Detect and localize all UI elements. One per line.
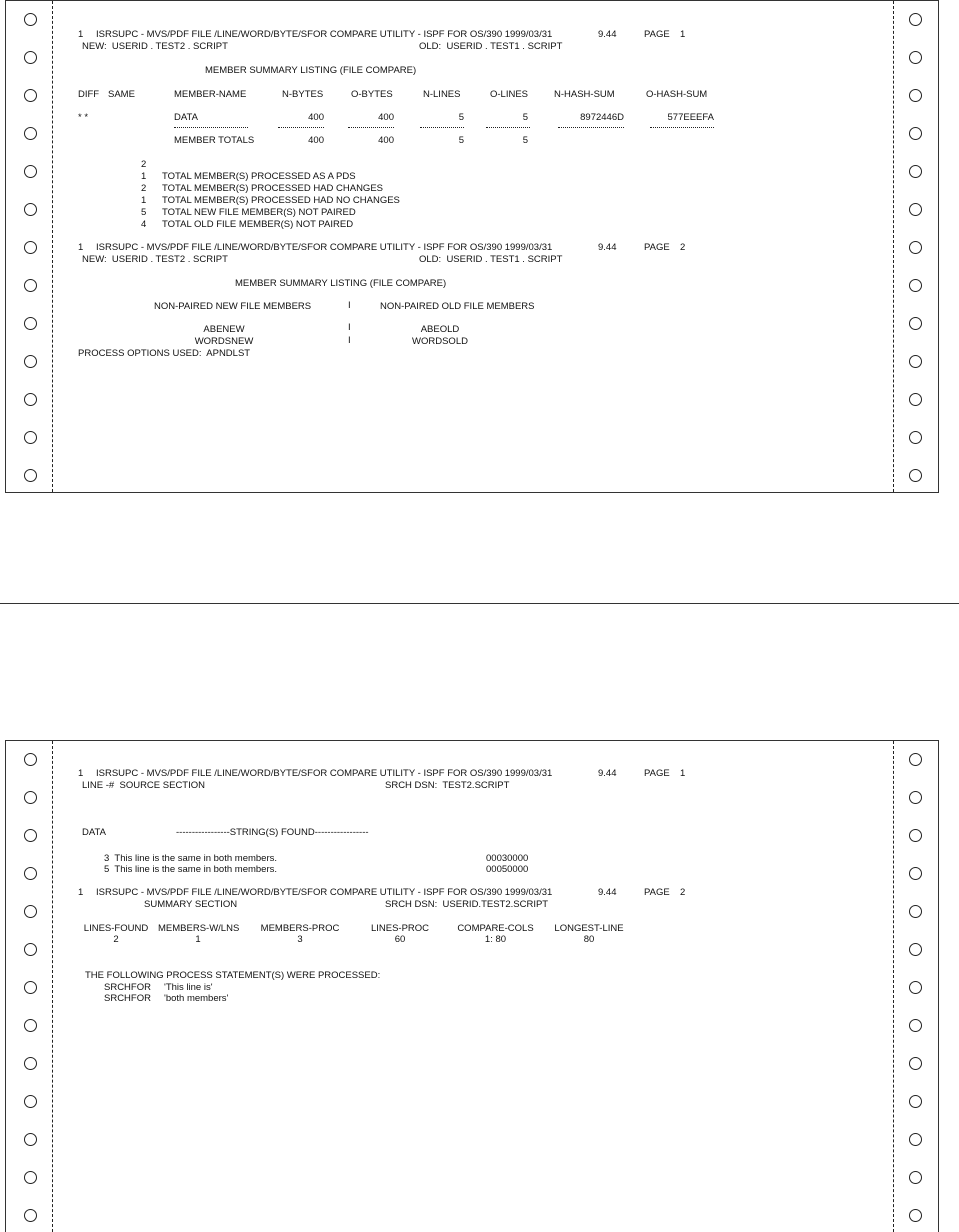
col-header-o-bytes: O-BYTES xyxy=(351,89,393,100)
tractor-hole-icon xyxy=(909,1095,922,1108)
page-eject-marker: 1 xyxy=(78,29,84,40)
page-eject-marker: 1 xyxy=(78,242,84,253)
found-line-number: 00030000 xyxy=(486,853,529,864)
col-header-o-lines: O-LINES xyxy=(490,89,529,100)
tractor-hole-icon xyxy=(909,431,922,444)
summary-title: MEMBER SUMMARY LISTING (FILE COMPARE) xyxy=(235,278,447,289)
tractor-hole-icon xyxy=(909,867,922,880)
search-dsn-label: SRCH DSN: USERID.TEST2.SCRIPT xyxy=(385,899,549,910)
stat-count: 1 xyxy=(141,171,147,182)
tractor-hole-icon xyxy=(24,1171,37,1184)
tractor-hole-icon xyxy=(24,241,37,254)
member-label: DATA xyxy=(82,827,106,838)
tractor-hole-icon xyxy=(24,943,37,956)
version-text: 9.44 xyxy=(598,242,617,253)
col-header-o-hash-sum: O-HASH-SUM xyxy=(646,89,708,100)
summary-col-value: 3 xyxy=(297,934,303,945)
n-bytes-cell: 400 xyxy=(308,112,324,123)
summary-col-header: MEMBERS-PROC xyxy=(260,923,340,934)
page-eject-marker: 1 xyxy=(78,887,84,898)
new-dataset-label: NEW: USERID . TEST2 . SCRIPT xyxy=(82,41,228,52)
tractor-hole-icon xyxy=(909,753,922,766)
new-member-item: ABENEW xyxy=(203,324,245,335)
col-header-member-name: MEMBER-NAME xyxy=(174,89,247,100)
tractor-hole-icon xyxy=(909,13,922,26)
nonpaired-old-header: NON-PAIRED OLD FILE MEMBERS xyxy=(380,301,535,312)
process-statements-title: THE FOLLOWING PROCESS STATEMENT(S) WERE PROCESSED: xyxy=(85,970,381,981)
statement-command: SRCHFOR xyxy=(104,993,151,1004)
page-number: 2 xyxy=(680,887,686,898)
totals-n-bytes: 400 xyxy=(308,135,324,146)
perforation-right xyxy=(893,741,894,1232)
tractor-hole-icon xyxy=(24,867,37,880)
tractor-hole-icon xyxy=(24,1057,37,1070)
summary-title: MEMBER SUMMARY LISTING (FILE COMPARE) xyxy=(205,65,417,76)
tractor-hole-icon xyxy=(24,89,37,102)
tractor-hole-icon xyxy=(909,1133,922,1146)
tractor-hole-icon xyxy=(909,279,922,292)
tractor-hole-icon xyxy=(909,127,922,140)
totals-o-lines: 5 xyxy=(522,135,528,146)
stat-label: TOTAL MEMBER(S) PROCESSED HAD NO CHANGES xyxy=(162,195,400,206)
tractor-hole-icon xyxy=(909,241,922,254)
underline-dashes xyxy=(348,127,394,128)
tractor-hole-icon xyxy=(909,1057,922,1070)
tractor-hole-icon xyxy=(909,51,922,64)
tractor-hole-icon xyxy=(24,431,37,444)
version-text: 9.44 xyxy=(598,887,617,898)
new-member-item: WORDSNEW xyxy=(194,336,254,347)
summary-col-value: 60 xyxy=(394,934,406,945)
n-lines-cell: 5 xyxy=(458,112,464,123)
tractor-hole-icon xyxy=(24,981,37,994)
perforation-right xyxy=(893,1,894,492)
tractor-hole-icon xyxy=(24,203,37,216)
tractor-hole-icon xyxy=(24,165,37,178)
tractor-hole-icon xyxy=(24,1019,37,1032)
n-hash-cell: 8972446D xyxy=(580,112,624,123)
perforation-left xyxy=(52,741,53,1232)
tractor-hole-icon xyxy=(24,393,37,406)
page-label: PAGE xyxy=(644,887,670,898)
version-text: 9.44 xyxy=(598,29,617,40)
summary-col-header: LINES-FOUND xyxy=(83,923,149,934)
report-title: ISRSUPC - MVS/PDF FILE /LINE/WORD/BYTE/SFOR COMPARE UTILITY - ISPF FOR OS/390 1999/03/31 xyxy=(96,768,553,779)
totals-n-lines: 5 xyxy=(458,135,464,146)
tractor-hole-icon xyxy=(24,317,37,330)
tractor-hole-icon xyxy=(909,981,922,994)
tractor-hole-icon xyxy=(909,829,922,842)
col-header-n-bytes: N-BYTES xyxy=(282,89,324,100)
section-separator xyxy=(0,603,959,604)
summary-col-header: MEMBERS-W/LNS xyxy=(158,923,240,934)
tractor-hole-icon xyxy=(909,1209,922,1222)
col-header-same: SAME xyxy=(108,89,135,100)
tractor-hole-icon xyxy=(909,791,922,804)
summary-col-value: 80 xyxy=(583,934,595,945)
tractor-hole-icon xyxy=(24,279,37,292)
tractor-hole-icon xyxy=(24,51,37,64)
new-dataset-label: NEW: USERID . TEST2 . SCRIPT xyxy=(82,254,228,265)
stat-count: 2 xyxy=(141,183,147,194)
column-divider: I xyxy=(348,322,351,333)
tractor-hole-icon xyxy=(24,829,37,842)
statement-argument: 'This line is' xyxy=(164,982,213,993)
o-hash-cell: 577EEEFA xyxy=(667,112,714,123)
report-page-file-compare xyxy=(5,0,939,493)
diff-marker: * * xyxy=(78,112,89,123)
nonpaired-new-header: NON-PAIRED NEW FILE MEMBERS xyxy=(154,301,312,312)
stat-count: 5 xyxy=(141,207,147,218)
found-line: 3 This line is the same in both members. xyxy=(104,853,278,864)
stat-label: TOTAL OLD FILE MEMBER(S) NOT PAIRED xyxy=(162,219,354,230)
tractor-hole-icon xyxy=(909,165,922,178)
stat-count: 1 xyxy=(141,195,147,206)
o-lines-cell: 5 xyxy=(522,112,528,123)
stat-count: 2 xyxy=(141,159,147,170)
page-number: 2 xyxy=(680,242,686,253)
underline-dashes xyxy=(174,127,248,128)
report-page-search-for xyxy=(5,740,939,1232)
tractor-hole-icon xyxy=(24,13,37,26)
stat-label: TOTAL MEMBER(S) PROCESSED AS A PDS xyxy=(162,171,356,182)
column-divider: I xyxy=(348,335,351,346)
summary-col-header: LONGEST-LINE xyxy=(554,923,624,934)
tractor-hole-icon xyxy=(24,469,37,482)
old-member-item: WORDSOLD xyxy=(412,336,468,347)
found-line-number: 00050000 xyxy=(486,864,529,875)
tractor-hole-icon xyxy=(909,905,922,918)
summary-col-value: 2 xyxy=(113,934,119,945)
column-divider: I xyxy=(348,300,351,311)
tractor-hole-icon xyxy=(24,1095,37,1108)
col-header-diff: DIFF xyxy=(78,89,100,100)
tractor-hole-icon xyxy=(909,1019,922,1032)
member-name-cell: DATA xyxy=(174,112,198,123)
stat-label: TOTAL NEW FILE MEMBER(S) NOT PAIRED xyxy=(162,207,356,218)
report-title: ISRSUPC - MVS/PDF FILE /LINE/WORD/BYTE/SFOR COMPARE UTILITY - ISPF FOR OS/390 1999/03/31 xyxy=(96,242,553,253)
page-label: PAGE xyxy=(644,768,670,779)
tractor-hole-icon xyxy=(24,905,37,918)
summary-col-value: 1 xyxy=(195,934,201,945)
search-dsn-label: SRCH DSN: TEST2.SCRIPT xyxy=(385,780,510,791)
tractor-hole-icon xyxy=(909,943,922,956)
tractor-hole-icon xyxy=(909,469,922,482)
strings-found-heading: -----------------STRING(S) FOUND----------------- xyxy=(176,827,369,838)
tractor-hole-icon xyxy=(909,393,922,406)
tractor-hole-icon xyxy=(24,1209,37,1222)
page-number: 1 xyxy=(680,29,686,40)
underline-dashes xyxy=(420,127,464,128)
underline-dashes xyxy=(650,127,714,128)
tractor-hole-icon xyxy=(24,753,37,766)
col-header-n-hash-sum: N-HASH-SUM xyxy=(554,89,615,100)
summary-col-header: COMPARE-COLS xyxy=(457,923,534,934)
tractor-hole-icon xyxy=(24,791,37,804)
statement-argument: 'both members' xyxy=(164,993,229,1004)
old-member-item: ABEOLD xyxy=(420,324,460,335)
tractor-hole-icon xyxy=(909,1171,922,1184)
tractor-hole-icon xyxy=(909,317,922,330)
source-section-label: LINE -# SOURCE SECTION xyxy=(82,780,205,791)
process-options: PROCESS OPTIONS USED: APNDLST xyxy=(78,348,251,359)
totals-o-bytes: 400 xyxy=(378,135,394,146)
stat-label: TOTAL MEMBER(S) PROCESSED HAD CHANGES xyxy=(162,183,383,194)
perforation-left xyxy=(52,1,53,492)
summary-col-header: LINES-PROC xyxy=(370,923,430,934)
tractor-hole-icon xyxy=(24,355,37,368)
underline-dashes xyxy=(278,127,324,128)
report-title: ISRSUPC - MVS/PDF FILE /LINE/WORD/BYTE/SFOR COMPARE UTILITY - ISPF FOR OS/390 1999/03/31 xyxy=(96,29,553,40)
old-dataset-label: OLD: USERID . TEST1 . SCRIPT xyxy=(419,41,563,52)
statement-command: SRCHFOR xyxy=(104,982,151,993)
underline-dashes xyxy=(486,127,530,128)
tractor-hole-icon xyxy=(909,355,922,368)
underline-dashes xyxy=(558,127,624,128)
member-totals-label: MEMBER TOTALS xyxy=(174,135,255,146)
report-title: ISRSUPC - MVS/PDF FILE /LINE/WORD/BYTE/SFOR COMPARE UTILITY - ISPF FOR OS/390 1999/03/31 xyxy=(96,887,553,898)
col-header-n-lines: N-LINES xyxy=(423,89,461,100)
summary-col-value: 1: 80 xyxy=(484,934,507,945)
summary-section-label: SUMMARY SECTION xyxy=(144,899,238,910)
tractor-hole-icon xyxy=(909,203,922,216)
page-label: PAGE xyxy=(644,29,670,40)
old-dataset-label: OLD: USERID . TEST1 . SCRIPT xyxy=(419,254,563,265)
stat-count: 4 xyxy=(141,219,147,230)
tractor-hole-icon xyxy=(24,127,37,140)
version-text: 9.44 xyxy=(598,768,617,779)
o-bytes-cell: 400 xyxy=(378,112,394,123)
page-number: 1 xyxy=(680,768,686,779)
tractor-hole-icon xyxy=(909,89,922,102)
page-eject-marker: 1 xyxy=(78,768,84,779)
tractor-hole-icon xyxy=(24,1133,37,1146)
page-label: PAGE xyxy=(644,242,670,253)
found-line: 5 This line is the same in both members. xyxy=(104,864,278,875)
